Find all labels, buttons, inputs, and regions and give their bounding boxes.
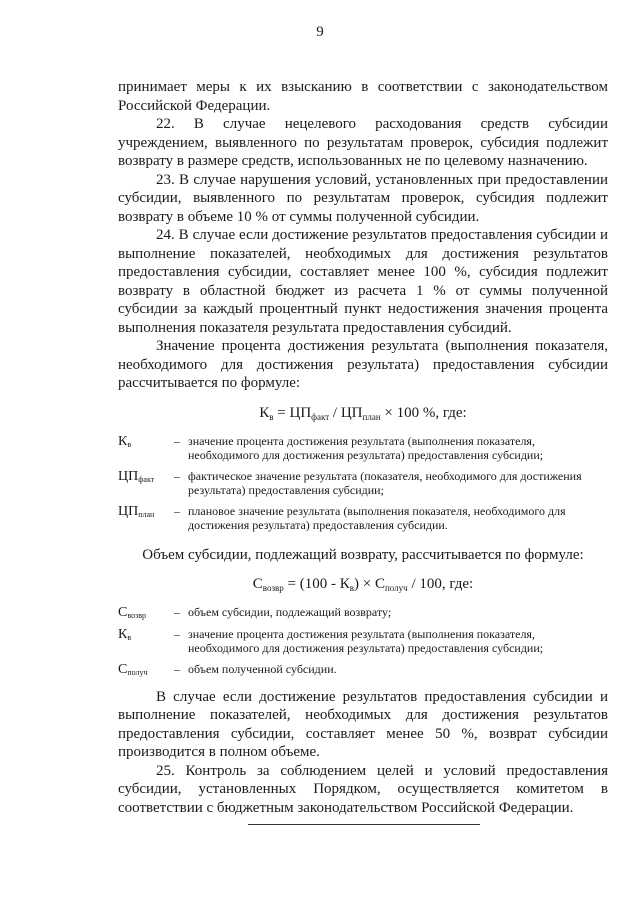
definition-term: $ЦП_{факт}$ [118, 468, 155, 484]
formula-cvozvr-definitions [118, 605, 608, 678]
definition-row: $К_в$ – значение процента достижения результата (выполнения показателя, необходимого для достижения результата) предоставления субсидии; [118, 627, 608, 656]
paragraph-22: 22. В случае нецелевого расходования средств субсидии учреждением, выявленного по результатам проверок, субсидия подлежит возврату в размере средств, использованных не по целевому назначению. [118, 116, 608, 169]
formula-kv: $К_в = ЦП_{факт} / ЦП_{план} \times 100$ %, где: [259, 404, 467, 422]
definition-row: $ЦП_{факт}$ – фактическое значение результата (показателя, необходимого для достижения результата) предоставления субсидии; [118, 469, 608, 498]
formula-kv-definitions [118, 434, 608, 533]
definition-row: $К_в$ – значение процента достижения результата (выполнения показателя, необходимого для достижения результата) предоставления субсидии; [118, 434, 608, 463]
definition-term: $К_в$ [118, 626, 132, 642]
definition-row: $ЦП_{план}$ – плановое значение результата (выполнения показателя, необходимого для достижения результата) предоставления субсидии. [118, 504, 608, 533]
definition-row: $С_{возвр}$ – объем субсидии, подлежащий возврату; [118, 605, 608, 621]
paragraph-continuation: принимает меры к их взысканию в соответствии с законодательством Российской Федерации. [118, 79, 608, 114]
definition-row: $С_{получ}$ – объем полученной субсидии. [118, 662, 608, 678]
definition-term: $С_{возвр}$ [118, 604, 147, 620]
paragraph-25: 25. Контроль за соблюдением целей и условий предоставления субсидии, установленных Порядком, осуществляется комитетом в соответствии с бюджетным законодательством Российской Федерации. [118, 762, 608, 816]
formula-cvozvr: $С_{возвр} = (100 - К_в) \times С_{получ} / 100$, где: [252, 575, 474, 593]
paragraph-24: 24. В случае если достижение результатов предоставления субсидии и выполнение показателей, необходимых для достижения результатов предоставления субсидии, составляет менее 100 %, субсидия подлежит возврату в областной бюджет из расчета 1 % от суммы полученной субсидии за каждый процентный пункт недостижения значения процента выполнения показателя результата предоставления субсидий. [118, 227, 608, 336]
paragraph-less-than-50: В случае если достижение результатов предоставления субсидии и выполнение показателей, необходимых для достижения результатов предоставления субсидии, составляет менее 50 %, возврат субсидии производится в полном объеме. [118, 688, 608, 760]
page-number: 9 [316, 24, 324, 40]
definition-text: значение процента достижения результата (выполнения показателя, необходимого для достижения результата) предоставления субсидии; [188, 433, 544, 462]
definition-term: $С_{получ}$ [118, 661, 148, 677]
definition-term: $ЦП_{план}$ [118, 503, 155, 519]
document-body [118, 78, 608, 817]
paragraph-formula-intro: Значение процента достижения результата (выполнения показателя, необходимого для достижения результата) предоставления субсидии рассчитывается по формуле: [118, 338, 608, 391]
definition-text: объем субсидии, подлежащий возврату; [188, 604, 392, 619]
definition-term: $К_в$ [118, 433, 132, 449]
subheading-return-formula: Объем субсидии, подлежащий возврату, рассчитывается по формуле: [142, 546, 584, 563]
definition-text: фактическое значение результата (показателя, необходимого для достижения результата) предоставления субсидии; [188, 468, 582, 497]
definition-text: объем полученной субсидии. [188, 661, 337, 676]
paragraph-23: 23. В случае нарушения условий, установленных при предоставлении субсидии, выявленного по результатам проверок, субсидия подлежит возврату в объеме 10 % от суммы полученной субсидии. [118, 171, 608, 225]
definition-text: значение процента достижения результата (выполнения показателя, необходимого для достижения результата) предоставления субсидии; [188, 626, 544, 655]
end-of-document-rule [248, 824, 480, 825]
definition-text: плановое значение результата (выполнения показателя, необходимого для достижения результата) предоставления субсидии. [188, 503, 566, 532]
